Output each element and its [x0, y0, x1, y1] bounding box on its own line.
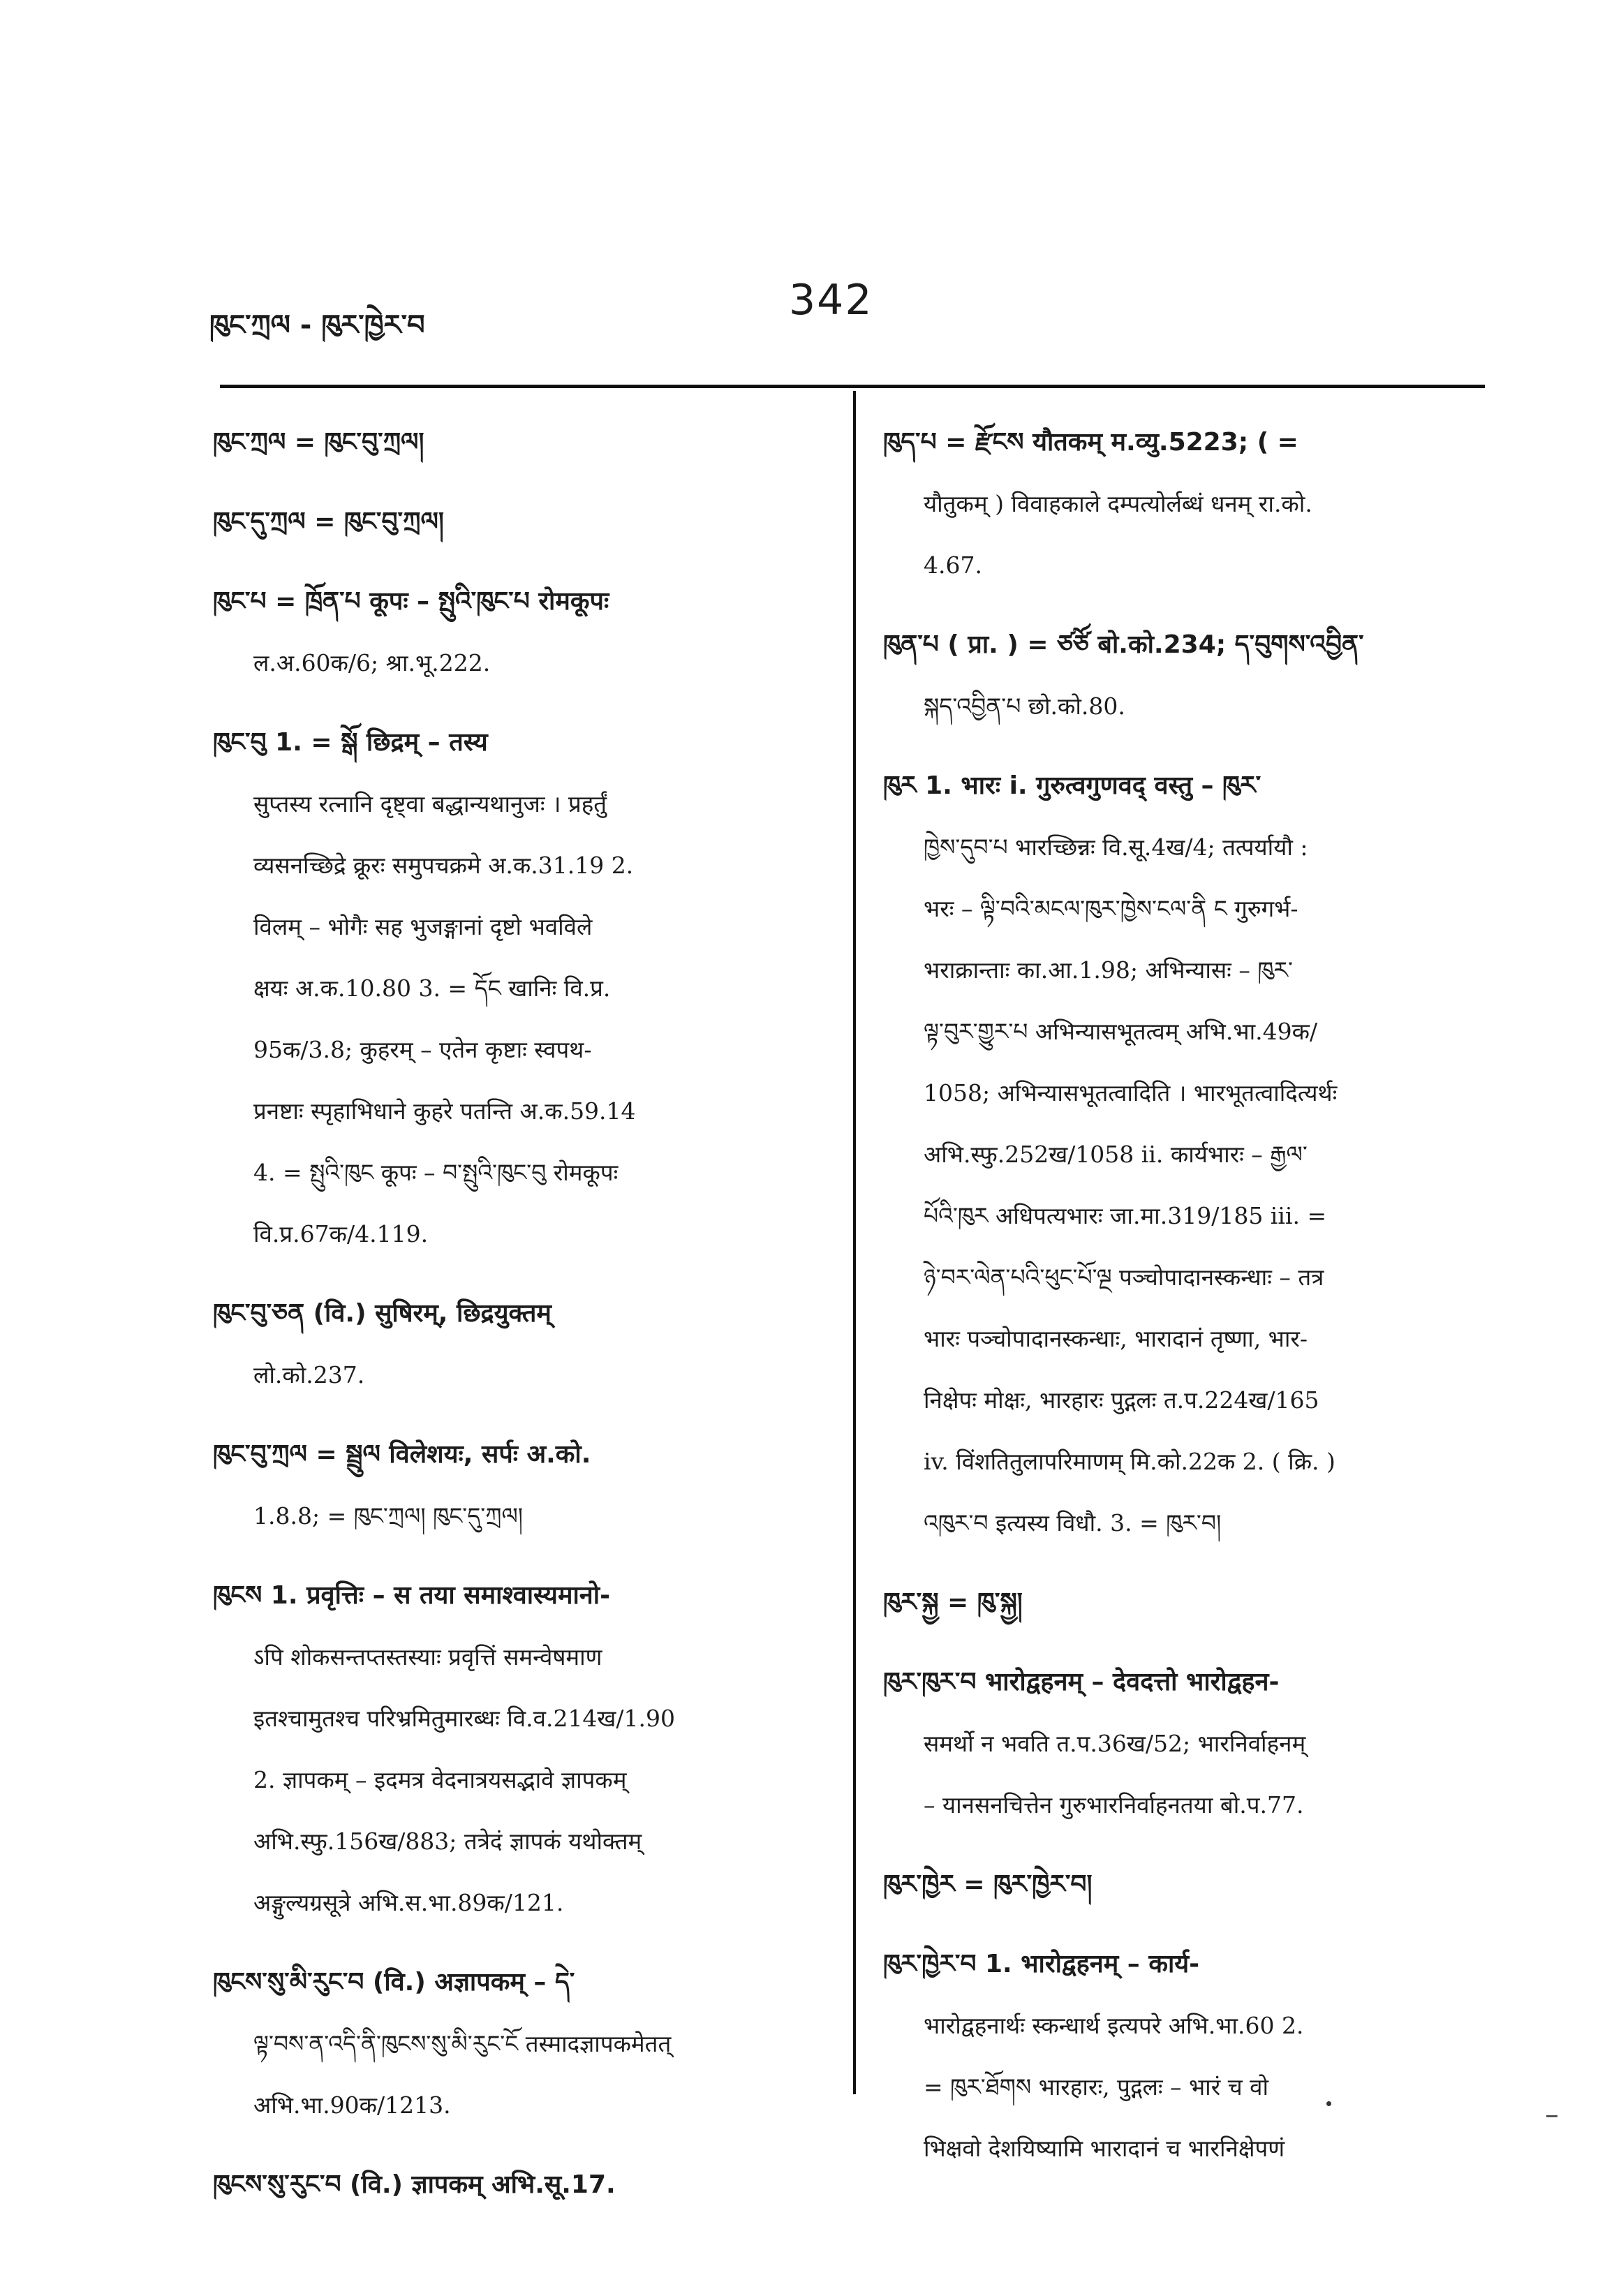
entry-line: ལྟ་བས་ན་འདི་ནི་ཁུངས་སུ་མི་རུང་ངོ तस्मादज्ञापकमेतत्: [253, 2030, 672, 2057]
entry-headline: ཁུར་ཁྱེར = ཁུར་ཁྱེར་བ།: [883, 1870, 1093, 1899]
entry-line: 2. ज्ञापकम् – इदमत्र वेदनात्रयसद्भावे ज्ञापकम्: [253, 1766, 627, 1793]
dictionary-entry: [213, 1952, 827, 2136]
dictionary-entry: [883, 1652, 1483, 1836]
entry-headline: ཁུར་ཁུར་བ भारोद्वहनम् – देवदत्तो भारोद्वहन-: [883, 1668, 1280, 1696]
header-rule: [220, 385, 1485, 388]
stray-dash: [1546, 2115, 1557, 2117]
entry-line: – यानसनचित्तेन गुरुभारनिर्वाहनतया बो.प.77.: [924, 1791, 1304, 1819]
dictionary-entry: [213, 1565, 827, 1934]
entry-line: क्षयः अ.क.10.80 3. = དོང खानिः वि.प्र.: [253, 975, 611, 1002]
entry-line: अङ्गुल्यग्रसूत्रे अभि.स.भा.89क/121.: [253, 1889, 564, 1916]
dictionary-entry: [883, 1934, 1483, 2179]
entry-line: སྐད་འབྱིན་པ छो.को.80.: [924, 692, 1125, 720]
entry-line: इतश्चामुतश्च परिभ्रमितुमारब्धः वि.व.214ख/1.90: [253, 1705, 676, 1732]
dictionary-entry: [213, 2154, 827, 2216]
entry-line: = ཁུར་ཐོགས भारहारः, पुद्गलः – भारं च वो: [924, 2073, 1269, 2101]
entry-line: 95क/3.8; कुहरम् – एतेन कृष्टाः स्वपथ-: [253, 1036, 592, 1063]
entry-line: ल.अ.60क/6; श्रा.भू.222.: [253, 649, 491, 676]
entry-headline: ཁུང་བུ 1. = སྒོ छिद्रम् – तस्य: [213, 728, 488, 757]
dictionary-entry: [213, 412, 827, 473]
dictionary-entry: [883, 412, 1483, 596]
entry-headline: ཁུད་པ = རྫོངས यौतकम् म.व्यु.5223; ( =: [883, 428, 1298, 457]
running-head: ཁུང་ཀྲལ - ཁུར་ཁྱེར་བ: [209, 309, 425, 341]
entry-line: भारः पञ्चोपादानस्कन्धाः, भारादानं तृष्णा, भार-: [924, 1325, 1308, 1352]
entry-line: विलम् – भोगैः सह भुजङ्गानां दृष्टो भवविले: [253, 913, 593, 940]
entry-headline: ཁུང་བུ་ཅན (वि.) सुषिरम्, छिद्रयुक्तम्: [213, 1299, 552, 1328]
entry-line: པོའི་ཁུར अधिपत्यभारः जा.मा.319/185 iii. =: [924, 1202, 1327, 1229]
dictionary-entry: [883, 1572, 1483, 1634]
entry-line: འཁུར་བ इत्यस्य विधौ. 3. = ཁུར་བ།: [924, 1509, 1222, 1536]
entry-line: 4. = སྤུའི་ཁུང कूपः – བ་སྤུའི་ཁུང་བུ रोमकूपः: [253, 1159, 619, 1186]
entry-line: निक्षेपः मोक्षः, भारहारः पुद्गलः त.प.224ख/165: [924, 1386, 1319, 1414]
entry-line: 1.8.8; = ཁུང་ཀྲལ། ཁུང་དུ་ཀྲལ།: [253, 1502, 524, 1530]
entry-line: भरः – ལྟི་བའི་མངལ་ཁུར་ཁྱེས་ངལ་ནི ང गुरुगर्भ-: [924, 895, 1298, 922]
entry-line: अभि.स्फु.252ख/1058 ii. कार्यभारः – རྒྱལ་: [924, 1141, 1308, 1168]
entry-line: 1058; अभिन्यासभूतत्वादिति । भारभूतत्वादित्यर्थः: [924, 1079, 1338, 1106]
entry-headline: ཁུངས་སུ་མི་རུང་བ (वि.) अज्ञापकम् – དེ་: [213, 1968, 575, 1997]
entry-line: समर्थो न भवति त.प.36ख/52; भारनिर्वाहनम्: [924, 1730, 1306, 1757]
stray-mark: [1326, 2101, 1331, 2106]
dictionary-entry: [213, 571, 827, 694]
dictionary-entry: [213, 1283, 827, 1406]
entry-headline: ཁུངས་སུ་རུང་བ (वि.) ज्ञापकम् अभि.सू.17.: [213, 2170, 616, 2199]
dictionary-entry: [883, 755, 1483, 1554]
dictionary-entry: [883, 614, 1483, 737]
entry-line: प्रनष्टाः स्पृहाभिधाने कुहरे पतन्ति अ.क.59.14: [253, 1097, 636, 1125]
column-divider: [853, 391, 856, 2094]
entry-headline: ཁུང་པ = ཁྲོན་པ कूपः – སྤུའི་ཁུང་པ रोमकूपः: [213, 587, 609, 616]
entry-line: लो.को.237.: [253, 1361, 365, 1388]
entry-line: ཁྱེས་དུབ་པ भारच्छिन्नः वि.सू.4ख/4; तत्पर्यायौ :: [924, 834, 1308, 861]
entry-line: यौतुकम् ) विवाहकाले दम्पत्योर्लब्धं धनम् रा.को.: [924, 490, 1312, 517]
entry-headline: ཁུར 1. भारः i. गुरुत्वगुणवद् वस्तु – ཁུར་: [883, 771, 1261, 800]
entry-line: भारोद्वहनार्थः स्कन्धार्थ इत्यपरे अभि.भा.60 2.: [924, 2012, 1304, 2039]
entry-headline: ཁུང་བུ་ཀྲལ = སྦྲུལ विलेशयः, सर्पः अ.को.: [213, 1440, 591, 1469]
entry-line: भराक्रान्ताः का.आ.1.98; अभिन्यासः – ཁུར་: [924, 956, 1293, 984]
entry-headline: ཁུར་སྐྱ = ཁུ་སྐྱ།: [883, 1588, 1023, 1617]
entry-headline: ཁུར་ཁྱེར་བ 1. भारोद्वहनम् – कार्य-: [883, 1950, 1200, 1978]
dictionary-entry: [213, 1424, 827, 1547]
entry-headline: ཁུང་དུ་ཀྲལ = ཁུང་བུ་ཀྲལ།: [213, 508, 444, 536]
left-column: [213, 412, 827, 2199]
entry-headline: ཁུང་ཀྲལ = ཁུང་བུ་ཀྲལ།: [213, 428, 424, 457]
entry-line: ལྟ་བུར་གྱུར་པ अभिन्यासभूतत्वम् अभि.भा.49क/: [924, 1018, 1318, 1045]
entry-headline: ཁུངས 1. प्रवृत्तिः – स तया समाश्वास्यमानो-: [213, 1581, 611, 1610]
dictionary-entry: [883, 1854, 1483, 1916]
entry-line: वि.प्र.67क/4.119.: [253, 1220, 429, 1247]
entry-headline: ཁུན་པ ( प्रा. ) = ཙཙོ बो.को.234; ད་བུགས་འབྱིན་: [883, 630, 1364, 659]
page-number: 342: [789, 276, 873, 325]
right-column: [883, 412, 1483, 2162]
entry-line: सुप्तस्य रत्नानि दृष्ट्वा बद्धान्यथानुजः । प्रहर्तुं: [253, 790, 607, 817]
dictionary-entry: [213, 712, 827, 1265]
entry-line: 4.67.: [924, 551, 982, 579]
entry-line: ཉེ་བར་ལེན་པའི་ཕུང་པོ་ལྔ पञ्चोपादानस्कन्धाः – तत्र: [924, 1264, 1324, 1291]
entry-line: व्यसनच्छिद्रे क्रूरः समुपचक्रमे अ.क.31.19 2.: [253, 852, 634, 879]
entry-line: iv. विंशतितुलापरिमाणम् मि.को.22क 2. ( क्रि. ): [924, 1448, 1335, 1475]
entry-line: अभि.स्फु.156ख/883; तत्रेदं ज्ञापकं यथोक्तम्: [253, 1828, 642, 1855]
entry-line: भिक्षवो देशयिष्यामि भारादानं च भारनिक्षेपणं: [924, 2135, 1285, 2162]
entry-line: ऽपि शोकसन्तप्तस्तस्याः प्रवृत्तिं समन्वेषमाण: [253, 1643, 602, 1671]
entry-line: अभि.भा.90क/1213.: [253, 2091, 451, 2119]
dictionary-entry: [213, 491, 827, 553]
